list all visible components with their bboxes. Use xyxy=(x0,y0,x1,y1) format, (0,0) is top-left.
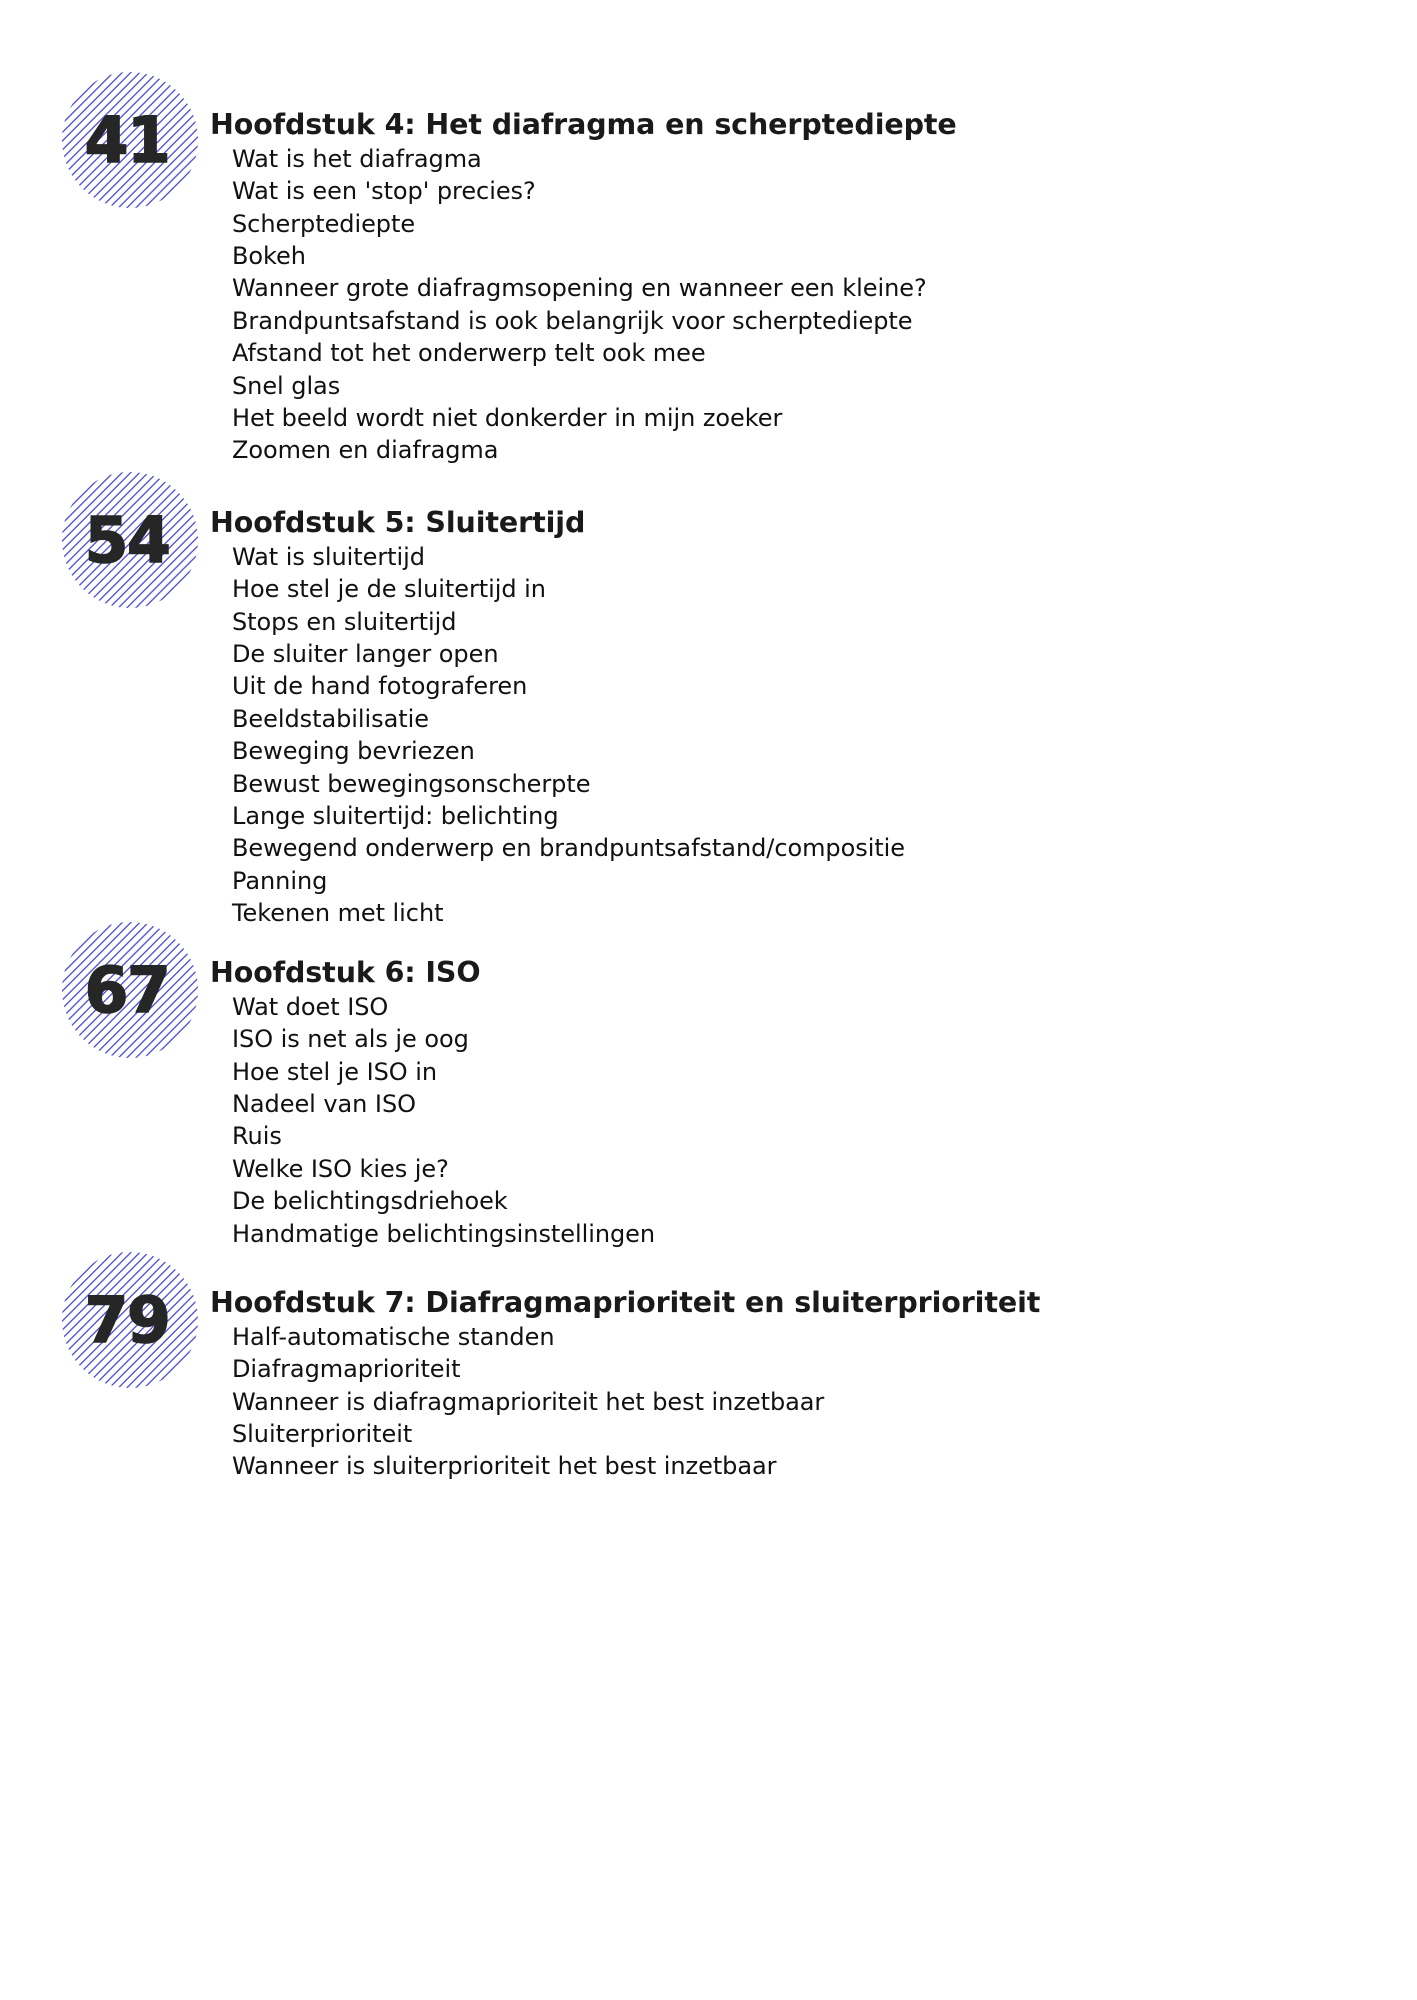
list-item: De sluiter langer open xyxy=(232,639,499,668)
page-number-badge xyxy=(62,922,198,1058)
list-item: Hoe stel je de sluitertijd in xyxy=(232,575,546,604)
page-number-badge xyxy=(62,72,198,208)
list-item: Tekenen met licht xyxy=(232,899,444,928)
section-body xyxy=(210,110,1390,467)
chapter-title: Hoofdstuk 4: Het diafragma en scherptediepte xyxy=(210,108,957,141)
chapter-subitem-list xyxy=(232,541,1390,930)
list-item: Scherptediepte xyxy=(232,209,416,238)
chapter-subitem-list xyxy=(232,1321,1390,1483)
list-item: Beweging bevriezen xyxy=(232,737,475,766)
page-number-badge xyxy=(62,472,198,608)
list-item: Wanneer is sluiterprioriteit het best inzetbaar xyxy=(232,1452,777,1481)
section-body xyxy=(210,958,1390,1250)
list-item: Handmatige belichtingsinstellingen xyxy=(232,1219,656,1248)
list-item: Nadeel van ISO xyxy=(232,1089,416,1118)
list-item: Wanneer is diafragmaprioriteit het best inzetbaar xyxy=(232,1387,825,1416)
list-item: Sluiterprioriteit xyxy=(232,1419,413,1448)
list-item: Panning xyxy=(232,866,328,895)
list-item: Half-automatische standen xyxy=(232,1322,555,1351)
list-item: Hoe stel je ISO in xyxy=(232,1057,437,1086)
list-item: Wat doet ISO xyxy=(232,992,389,1021)
list-item: Afstand tot het onderwerp telt ook mee xyxy=(232,339,706,368)
chapter-subitem-list xyxy=(232,143,1390,467)
list-item: Bewegend onderwerp en brandpuntsafstand/compositie xyxy=(232,834,906,863)
page-number-label: 79 xyxy=(84,1283,170,1357)
list-item: Ruis xyxy=(232,1122,282,1151)
list-item: Bokeh xyxy=(232,241,306,270)
list-item: Brandpuntsafstand is ook belangrijk voor scherptediepte xyxy=(232,306,913,335)
list-item: Snel glas xyxy=(232,371,341,400)
list-item: De belichtingsdriehoek xyxy=(232,1187,508,1216)
page-number-label: 41 xyxy=(84,103,170,177)
list-item: Lange sluitertijd: belichting xyxy=(232,802,559,831)
chapter-title: Hoofdstuk 7: Diafragmaprioriteit en sluiterprioriteit xyxy=(210,1286,1041,1319)
chapter-title: Hoofdstuk 5: Sluitertijd xyxy=(210,506,586,539)
chapter-title: Hoofdstuk 6: ISO xyxy=(210,956,481,989)
section-body xyxy=(210,1288,1390,1483)
list-item: Het beeld wordt niet donkerder in mijn zoeker xyxy=(232,404,783,433)
section-body xyxy=(210,508,1390,930)
list-item: Wat is het diafragma xyxy=(232,144,482,173)
list-item: ISO is net als je oog xyxy=(232,1025,469,1054)
list-item: Bewust bewegingsonscherpte xyxy=(232,769,591,798)
page-number-badge xyxy=(62,1252,198,1388)
list-item: Wanneer grote diafragmsopening en wanneer een kleine? xyxy=(232,274,927,303)
list-item: Stops en sluitertijd xyxy=(232,607,457,636)
list-item: Uit de hand fotograferen xyxy=(232,672,528,701)
list-item: Welke ISO kies je? xyxy=(232,1154,449,1183)
list-item: Wat is een 'stop' precies? xyxy=(232,177,536,206)
list-item: Beeldstabilisatie xyxy=(232,704,429,733)
page-number-label: 67 xyxy=(84,953,170,1027)
list-item: Diafragmaprioriteit xyxy=(232,1355,461,1384)
list-item: Wat is sluitertijd xyxy=(232,542,425,571)
chapter-subitem-list xyxy=(232,991,1390,1250)
page-number-label: 54 xyxy=(84,503,170,577)
list-item: Zoomen en diafragma xyxy=(232,436,499,465)
